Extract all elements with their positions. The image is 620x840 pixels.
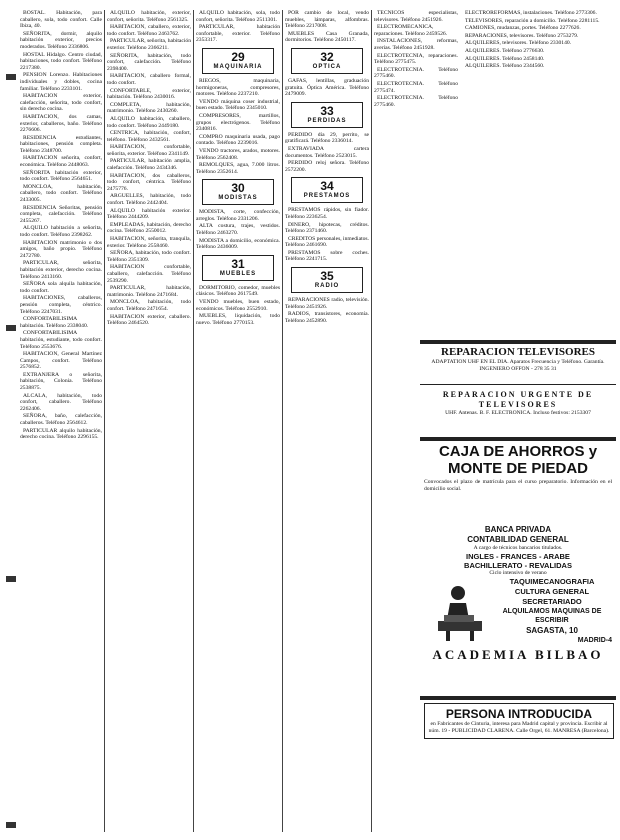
classified-ad: HABITACION, dos camas, exterior, caballeros, baño. Teléfono 2276606. <box>20 113 102 134</box>
section-number: 32 <box>320 49 334 64</box>
classified-ad: VENDO tractores, arados, motores. Teléfono 2562408. <box>196 147 280 161</box>
section-title: MUEBLES <box>219 270 257 277</box>
classified-ad: CONFORTABILISIMA habitación, estudiante, todo confort. Teléfono 2553676. <box>20 330 102 350</box>
classified-ad: ELECTROTECNIA. Teléfono 2775460. <box>374 66 458 80</box>
section-title: MODISTAS <box>218 195 258 202</box>
classified-ad: ALQUILERES, televisores. Teléfono 2330140. <box>465 40 572 47</box>
classified-ad: PERDIDO día 29, perrito, se gratificará. Teléfono 2336014. <box>285 131 369 145</box>
classified-ad: ALQUILERES. Teléfono 2776630. <box>465 47 545 54</box>
margin-mark <box>6 74 16 80</box>
ad-reparacion-televisores <box>424 346 612 373</box>
classified-ad: VENDO máquina coser industrial, buen estado. Teléfono 2345010. <box>196 98 280 112</box>
section-title: PERDIDAS <box>307 117 347 124</box>
classified-ad: REPARACIONES radio, televisión. Teléfono 2451926. <box>285 297 369 310</box>
column-4 <box>285 10 369 832</box>
classified-ad: SEÑORA, habitación, todo confort. Teléfono 2351309. <box>107 250 191 263</box>
section-header <box>291 267 363 293</box>
ad-taquimeca: TAQUIMECANOGRAFIA <box>509 576 595 586</box>
classified-ad: HABITACION señorita, confort, económica. Teléfono 2448063. <box>20 155 102 169</box>
ad-rule <box>420 437 616 441</box>
classified-ad: HABITACION confortable, caballero, calefacción. Teléfono 2539290. <box>107 264 191 284</box>
classified-ad: CONFORTABILISIMA habitación. Teléfono 2338040. <box>20 316 89 329</box>
classified-ad: REMOLQUES, agua, 7.000 litros. Teléfono 2352614. <box>196 162 280 175</box>
ad-body: ADAPTATION UHF EN EL DIA. Aparatos Frecuencia y Teléfono. Garantía. INGENIERO OFFON - 278 35 31 <box>431 359 605 372</box>
section-number: 29 <box>231 49 245 64</box>
classified-ad: MODISTA a domicilio, económica. Teléfono 2436009. <box>196 237 280 251</box>
classified-ad: HABITACION exterior, calefacción, señorita, todo confort, sin derecho cocina. <box>20 93 102 113</box>
ad-academy-name: ACADEMIA BILBAO <box>432 646 604 662</box>
column-2 <box>107 10 191 832</box>
classified-ad: GAFAS, lentillas, graduación gratuita. Óptica América. Teléfono 2479009. <box>285 77 369 98</box>
section-title: RADIO <box>314 283 340 290</box>
ad-cultura: CULTURA GENERAL <box>514 586 590 596</box>
ad-secretariado: SECRETARIADO <box>522 596 582 606</box>
ad-body: Convocados el plazo de matrícula para el curso preparatorio. Información en el domicilio social. <box>424 479 612 492</box>
ad-body: en Fabricantes de Cinturia, interesa para Madrid capital y provincia. Escribir al núm. 19 - PUBLICIDAD CLARENA. Calle Orgel, 61. MANRESA (Barcelona). <box>428 721 610 734</box>
classified-ad: ALCALA, habitación, todo confort, caballero. Teléfono 2262406. <box>20 392 102 412</box>
classified-ad: PARTICULAR alquilo habitación, derecho cocina. Teléfono 2296155. <box>20 427 102 441</box>
classified-ad: PARTICULAR, habitación, matrimonio. Teléfono 2471684. <box>107 285 191 298</box>
classified-ad: ALTA costura, trajes, vestidos. Teléfono 2463270. <box>196 223 280 237</box>
classified-ad: PRESTAMOS sobre coches. Teléfono 2241715. <box>285 249 369 263</box>
ad-ciclo: Ciclo intensivo de verano <box>489 569 547 576</box>
section-title: PRESTAMOS <box>303 193 351 200</box>
ad-body: UHF. Antenas. B. F. ELECTRONICA. Incluso festivos: 2153307 <box>445 410 591 416</box>
section-header <box>291 177 363 203</box>
section-title: MAQUINARIA <box>213 63 263 70</box>
classified-ad: COMPRO maquinaria usada, pago contado. Teléfono 2239016. <box>196 133 280 147</box>
classified-ad: RESIDENCIA Señoritas, pensión completa, calefacción. Teléfono 2455267. <box>20 204 102 224</box>
classified-ad: SEÑORA, baño, calefacción, caballeros. Teléfono 2564612. <box>20 413 102 427</box>
column-divider <box>104 10 105 832</box>
classified-ad: BOSTAL. Habitación, para caballero, sola, todo confort. Calle Ibiza, 40. <box>20 10 102 30</box>
classified-ad: HOSTAL Hidalgo. Centro ciudad, habitaciones, todo confort. Teléfono 2217380. <box>20 51 102 71</box>
classified-ad: RADIOS, transistores, economía. Teléfono 2452890. <box>285 311 369 324</box>
classified-ad: ARGUELLES, habitación, todo confort. Teléfono 2442404. <box>107 193 191 207</box>
section-number: 33 <box>320 103 334 118</box>
classified-ad: COMPRESORES, martillos, grupos electrógenos. Teléfono 2340816. <box>196 112 280 133</box>
section-header <box>202 179 274 205</box>
margin-mark <box>6 576 16 582</box>
classified-ad: MODISTA, corte, confección, arreglos. Teléfono 2331206. <box>196 209 280 222</box>
classified-ad: EXTRAVIADA cartera documentos. Teléfono 2523015. <box>285 145 369 159</box>
classified-ad: TECNICOS especialistas, televisores. Teléfono 2451926. <box>374 10 458 23</box>
classified-ad: EXTRANJERA o señorita, habitación, Colonia. Teléfono 2538875. <box>20 371 102 392</box>
classified-ad: POR cambio de local, vendo muebles, lámparas, alfombras. Teléfono 2217008. <box>285 10 369 30</box>
classified-ad: HABITACIONES, caballeros, pensión completa, céntrico. Teléfono 2247031. <box>20 295 102 315</box>
ad-city: MADRID-4 <box>577 636 612 644</box>
margin-mark <box>6 822 16 828</box>
classified-ad: HABITACION, dos caballeros, todo confort, céntrica. Teléfono 2475776. <box>107 172 191 192</box>
column-6 <box>462 10 612 340</box>
ad-bachillerato: BACHILLERATO - REVALIDAS <box>464 560 572 570</box>
ad-title: REPARACION TELEVISORES <box>441 346 595 358</box>
classified-ad: ALQUILERES. Teléfono 2344560. <box>465 63 545 70</box>
classified-ad: MONCLOA, habitación, caballero, todo confort. Teléfono 2433005. <box>20 183 102 204</box>
ad-alquilamos: ALQUILAMOS MAQUINAS DE ESCRIBIR <box>502 607 602 624</box>
column-divider <box>371 10 372 832</box>
classified-ad: MUEBLES, liquidación, todo nuevo. Teléfono 2770153. <box>196 313 280 326</box>
section-header <box>202 255 274 281</box>
section-header <box>202 48 274 74</box>
classified-ad: SEÑORITA, habitación, todo confort, calefacción. Teléfono 2398400. <box>107 52 191 72</box>
ad-academia <box>424 525 612 662</box>
classified-ad: HABITACION, confortable, señorita, exterior. Teléfono 2341149. <box>107 144 191 157</box>
classified-ad: PARTICULAR, habitación confortable, exterior. Teléfono 2353317. <box>196 24 280 44</box>
classified-ad: HABITACION, caballero, exterior, todo confort. Teléfono 2463762. <box>107 24 191 37</box>
section-number: 34 <box>320 179 334 194</box>
classified-ad: DORMITORIO, comedor, muebles clásicos. Teléfono 2617549. <box>196 284 280 298</box>
classified-ad: ELECTROTECNIA. Teléfono 2775474. <box>374 80 458 94</box>
ad-caja-ahorros <box>424 443 612 519</box>
classified-ad: ELECTROMECANICA, reparaciones. Teléfono 2459526. <box>374 24 448 37</box>
classified-ad: VENDO muebles, buen estado, económicos. Teléfono 2552910. <box>196 299 280 312</box>
classified-ad: HABITACION, caballero formal, todo confort. <box>107 73 191 86</box>
classified-ad: ELECTROREFORMAS, instalaciones. Teléfono 2773306. <box>465 10 597 16</box>
classified-ad: SEÑORITA, dormir, alquilo habitación exterior, precios moderados. Teléfono 2336806. <box>20 30 102 50</box>
section-title: OPTICA <box>312 63 342 70</box>
classified-ad: ALQUILO habitación, exterior, confort, señorita. Teléfono 2561325. <box>107 10 191 23</box>
classified-ad: RIEGOS, maquinaria, hormigoneras, compresores, motores. Teléfono 2237210. <box>196 77 280 98</box>
classified-ad: CAMIONES, mudanzas, portes. Teléfono 2277626. <box>465 25 581 32</box>
ad-title: CAJA DE AHORROS y <box>438 443 598 460</box>
ad-persona-introducida <box>424 703 614 739</box>
classified-ad: RESIDENCIA estudiantes, habitaciones, pensión completa. Teléfono 2348700. <box>20 134 102 154</box>
column-3 <box>196 10 280 832</box>
ad-languages: INGLES - FRANCES - ARABE <box>466 551 570 561</box>
ad-reparacion-urgente <box>424 390 612 417</box>
section-header <box>291 48 363 74</box>
ad-title: REPARACION URGENTE DE TELEVISORES <box>442 390 594 409</box>
ad-course-list <box>492 577 612 645</box>
ad-academia-lower <box>424 577 612 647</box>
section-number: 30 <box>231 181 245 196</box>
classified-ad: MUEBLES Casa Granada, dormitorios. Teléfono 2450117. <box>285 30 369 44</box>
classified-ad: HABITACION exterior, caballero. Teléfono 2464520. <box>107 313 191 327</box>
classified-ad: PENSION Lorenzo. Habitaciones individuales y dobles, cocina familiar. Teléfono 2233101. <box>20 72 102 92</box>
classified-ad: SEÑORITA habitación exterior, todo confort. Teléfono 2564651. <box>20 169 102 183</box>
classified-ad: ALQUILO habitación, sola, todo confort, señorita. Teléfono 2511301. <box>196 10 280 23</box>
classified-ad: PARTICULAR, habitación amplia, calefacción. Teléfono 2434346. <box>107 158 191 172</box>
ad-intro: A cargo de técnicos bancarios titulados. <box>473 545 563 551</box>
classified-ad: CONFORTABLE, exterior, habitación. Teléfono 2430016. <box>107 87 191 101</box>
classified-ad: ALQUILO habitación exterior. Teléfono 2444209. <box>107 207 191 221</box>
classified-ad: EMPLEADAS, habitación, derecho cocina. Teléfono 2550012. <box>107 221 191 235</box>
classified-ad: CENTRICA, habitación, confort, teléfono. Teléfono 2432561. <box>107 130 191 143</box>
typist-illustration <box>428 581 490 643</box>
classified-ad: TELEVISORES, reparación a domicilio. Teléfono 2281115. <box>465 17 600 24</box>
classified-ad: PARTICULAR, señorita, habitación exterior, derecho cocina. Teléfono 2413160. <box>20 260 102 280</box>
classified-ad: MONCLOA, habitación, todo confort. Teléfono 2471654. <box>107 299 191 312</box>
classified-ad: CREDITOS personales, inmediatos. Teléfono 2461690. <box>285 235 369 249</box>
classified-ad: REPARACIONES, televisores. Teléfono 2753279. <box>465 32 579 39</box>
column-divider <box>193 10 194 832</box>
margin-mark <box>6 325 16 331</box>
column-1 <box>20 10 102 832</box>
section-number: 35 <box>320 269 334 284</box>
classified-ad: SEÑORA sola alquila habitación, todo confort. <box>20 281 102 294</box>
ad-contabilidad: CONTABILIDAD GENERAL <box>467 535 569 544</box>
classified-ad: HABITACION matrimonio o dos amigos, baño propio. Teléfono 2472780. <box>20 239 102 259</box>
classified-ad: INSTALACIONES, reformas, averías. Teléfono 2451928. <box>374 38 458 51</box>
ad-rule <box>420 340 616 344</box>
classified-ad: PERDIDO reloj señora. Teléfono 2572200. <box>285 160 369 173</box>
classified-ad: DINERO, hipotecas, créditos. Teléfono 2371460. <box>285 221 369 235</box>
classified-ad: ALQUILO habitación, caballero, todo confort. Teléfono 2449180. <box>107 115 191 129</box>
ad-title: MONTE DE PIEDAD <box>447 460 588 477</box>
ad-title: PERSONA INTRODUCIDA <box>445 707 593 721</box>
classified-ad: ALQUILO habitación a señorita, todo confort. Teléfono 2398262. <box>20 225 102 238</box>
column-5 <box>374 10 458 340</box>
classified-ad: COMPLETA, habitación, matrimonio. Teléfono 2430260. <box>107 101 191 115</box>
ad-rule <box>420 384 616 385</box>
classified-ad: PARTICULAR, señorita, habitación exterior. Teléfono 2366211. <box>107 38 191 51</box>
classified-ad: ELECTROTECNIA, reparaciones. Teléfono 2775475. <box>374 52 458 66</box>
classified-ad: ELECTROTECNIA. Teléfono 2775460. <box>374 95 458 108</box>
ad-rule <box>420 696 616 700</box>
ad-banca: BANCA PRIVADA <box>484 525 552 534</box>
classified-ad: HABITACION, General Martínez Campos, confort. Teléfono 2576852. <box>20 351 102 371</box>
classified-ad: ALQUILERES. Teléfono 2458140. <box>465 55 545 62</box>
section-header <box>291 102 363 128</box>
classified-ad: PRESTAMOS rápidos, sin fiador. Teléfono 2236254. <box>285 207 369 220</box>
classified-ad: HABITACION, señorita, tranquila, exterior. Teléfono 2558460. <box>107 236 191 249</box>
section-number: 31 <box>231 256 245 271</box>
ad-address: SAGASTA, 10 <box>526 625 578 635</box>
column-divider <box>282 10 283 832</box>
